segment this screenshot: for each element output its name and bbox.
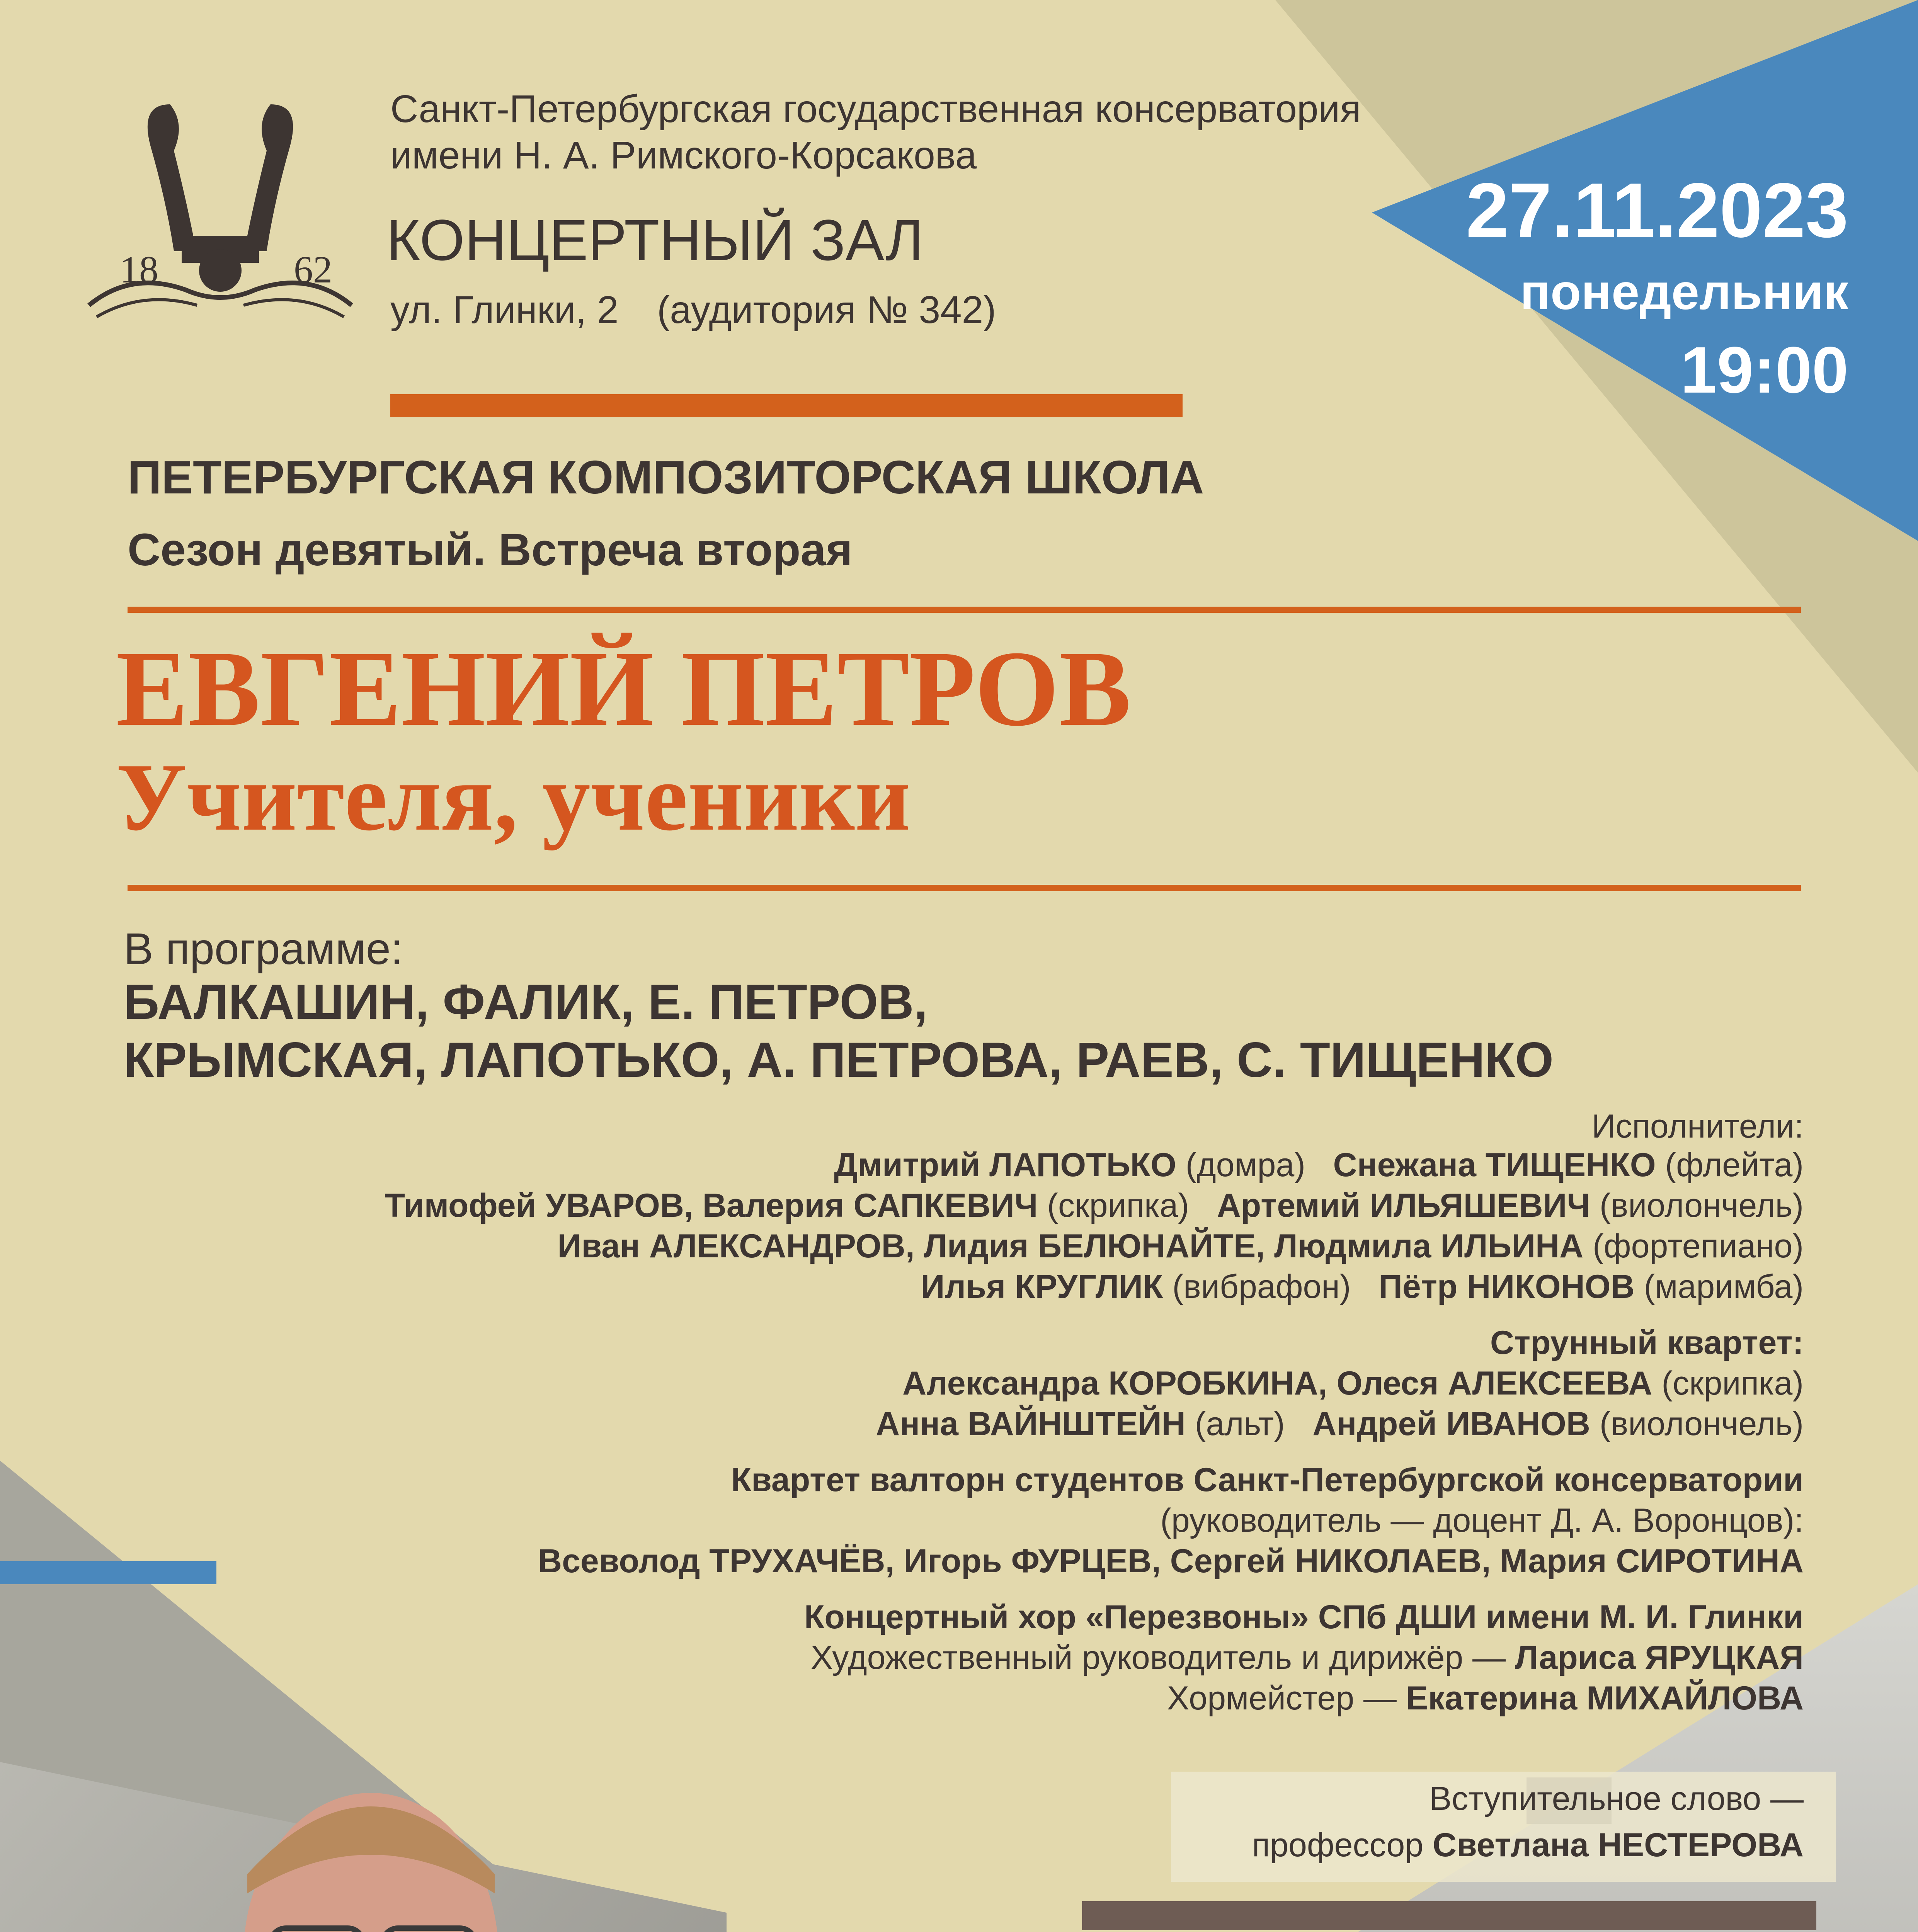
performer-instrument: (маримба)	[1644, 1268, 1804, 1305]
quartet-label: Струнный квартет:	[1490, 1324, 1804, 1361]
quartet-row1	[902, 1362, 1804, 1405]
orange-bar-top	[390, 394, 1183, 417]
choir-director-name: Лариса ЯРУЦКАЯ	[1515, 1639, 1804, 1676]
logo-year-left: 18	[120, 248, 158, 291]
headline-rule-bottom	[128, 885, 1801, 891]
performer-instrument: (домра)	[1185, 1146, 1305, 1184]
horns-leader: (руководитель — доцент Д. А. Воронцов):	[1160, 1502, 1804, 1539]
horns-members: Всеволод ТРУХАЧЁВ, Игорь ФУРЦЕВ, Сергей НИКОЛАЕВ, Мария СИРОТИНА	[538, 1543, 1804, 1580]
logo-year-right: 62	[294, 248, 332, 291]
performer-name: Иван АЛЕКСАНДРОВ, Лидия БЕЛЮНАЙТЕ, Людмила ИЛЬИНА	[557, 1228, 1584, 1265]
performer-name: Анна ВАЙНШТЕЙН	[876, 1405, 1186, 1442]
headline-theme: Учителя, ученики	[116, 744, 910, 851]
event-date: 27.11.2023	[1466, 167, 1848, 253]
room: (аудитория № 342)	[657, 288, 996, 332]
headline-rule-top	[128, 607, 1801, 613]
performer-name: Александра КОРОБКИНА, Олеся АЛЕКСЕЕВА	[902, 1365, 1653, 1402]
choir-chormaster	[1167, 1677, 1804, 1719]
performer-name: Тимофей УВАРОВ, Валерия САПКЕВИЧ	[385, 1187, 1038, 1224]
performer-instrument: (вибрафон)	[1172, 1268, 1351, 1305]
brown-bar	[1082, 1901, 1816, 1930]
series-title: ПЕТЕРБУРГСКАЯ КОМПОЗИТОРСКАЯ ШКОЛА	[128, 451, 1204, 503]
performers-row3	[558, 1225, 1804, 1267]
intro-line1: Вступительное слово —	[1429, 1780, 1804, 1817]
performer-instrument: (скрипка)	[1047, 1187, 1190, 1224]
performer-name: Дмитрий ЛАПОТЬКО	[834, 1146, 1176, 1184]
event-weekday: понедельник	[1520, 264, 1848, 320]
performer-name: Пётр НИКОНОВ	[1379, 1268, 1635, 1305]
performer-instrument: (скрипка)	[1661, 1365, 1804, 1402]
performer-name: Снежана ТИЩЕНКО	[1333, 1146, 1656, 1184]
event-time: 19:00	[1680, 333, 1848, 407]
performer-name: Андрей ИВАНОВ	[1312, 1405, 1590, 1442]
institution-line1: Санкт-Петербургская государственная консерватория	[390, 87, 1361, 131]
institution-line2: имени Н. А. Римского-Корсакова	[390, 134, 977, 177]
lyre-logo-icon	[85, 89, 356, 336]
choir-director-role: Художественный руководитель и дирижёр —	[810, 1639, 1506, 1676]
choir-label: Концертный хор «Перезвоны» СПб ДШИ имени М. И. Глинки	[804, 1599, 1804, 1636]
hall-name: КОНЦЕРТНЫЙ ЗАЛ	[386, 207, 924, 272]
blue-bar-left	[0, 1561, 216, 1584]
performer-name: Илья КРУГЛИК	[921, 1268, 1163, 1305]
choir-director	[811, 1636, 1804, 1679]
performer-instrument: (флейта)	[1665, 1146, 1804, 1184]
performers-label: Исполнители:	[1591, 1108, 1804, 1145]
intro-role: профессор	[1252, 1827, 1424, 1864]
program-line1: БАЛКАШИН, ФАЛИК, Е. ПЕТРОВ,	[124, 975, 928, 1030]
choir-chormaster-name: Екатерина МИХАЙЛОВА	[1406, 1680, 1804, 1717]
horns-label: Квартет валторн студентов Санкт-Петербургской консерватории	[731, 1461, 1804, 1498]
program-label: В программе:	[124, 924, 403, 974]
choir-chormaster-role: Хормейстер —	[1167, 1680, 1397, 1717]
performer-instrument: (фортепиано)	[1593, 1228, 1804, 1265]
performer-instrument: (виолончель)	[1599, 1405, 1804, 1442]
headline-name: ЕВГЕНИЙ ПЕТРОВ	[116, 628, 1132, 748]
intro-line2	[1252, 1824, 1804, 1866]
performer-name: Артемий ИЛЬЯШЕВИЧ	[1217, 1187, 1590, 1224]
program-line2: КРЫМСКАЯ, ЛАПОТЬКО, А. ПЕТРОВА, РАЕВ, С. ТИЩЕНКО	[124, 1032, 1554, 1088]
address: ул. Глинки, 2	[390, 288, 619, 332]
performer-instrument: (виолончель)	[1599, 1187, 1804, 1224]
performers-row4	[921, 1265, 1804, 1308]
performers-row2	[385, 1184, 1804, 1227]
quartet-row2	[876, 1403, 1804, 1445]
performers-row1	[834, 1144, 1804, 1186]
intro-name: Светлана НЕСТЕРОВА	[1432, 1827, 1804, 1864]
series-subtitle: Сезон девятый. Встреча вторая	[128, 524, 853, 575]
performer-instrument: (альт)	[1195, 1405, 1285, 1442]
